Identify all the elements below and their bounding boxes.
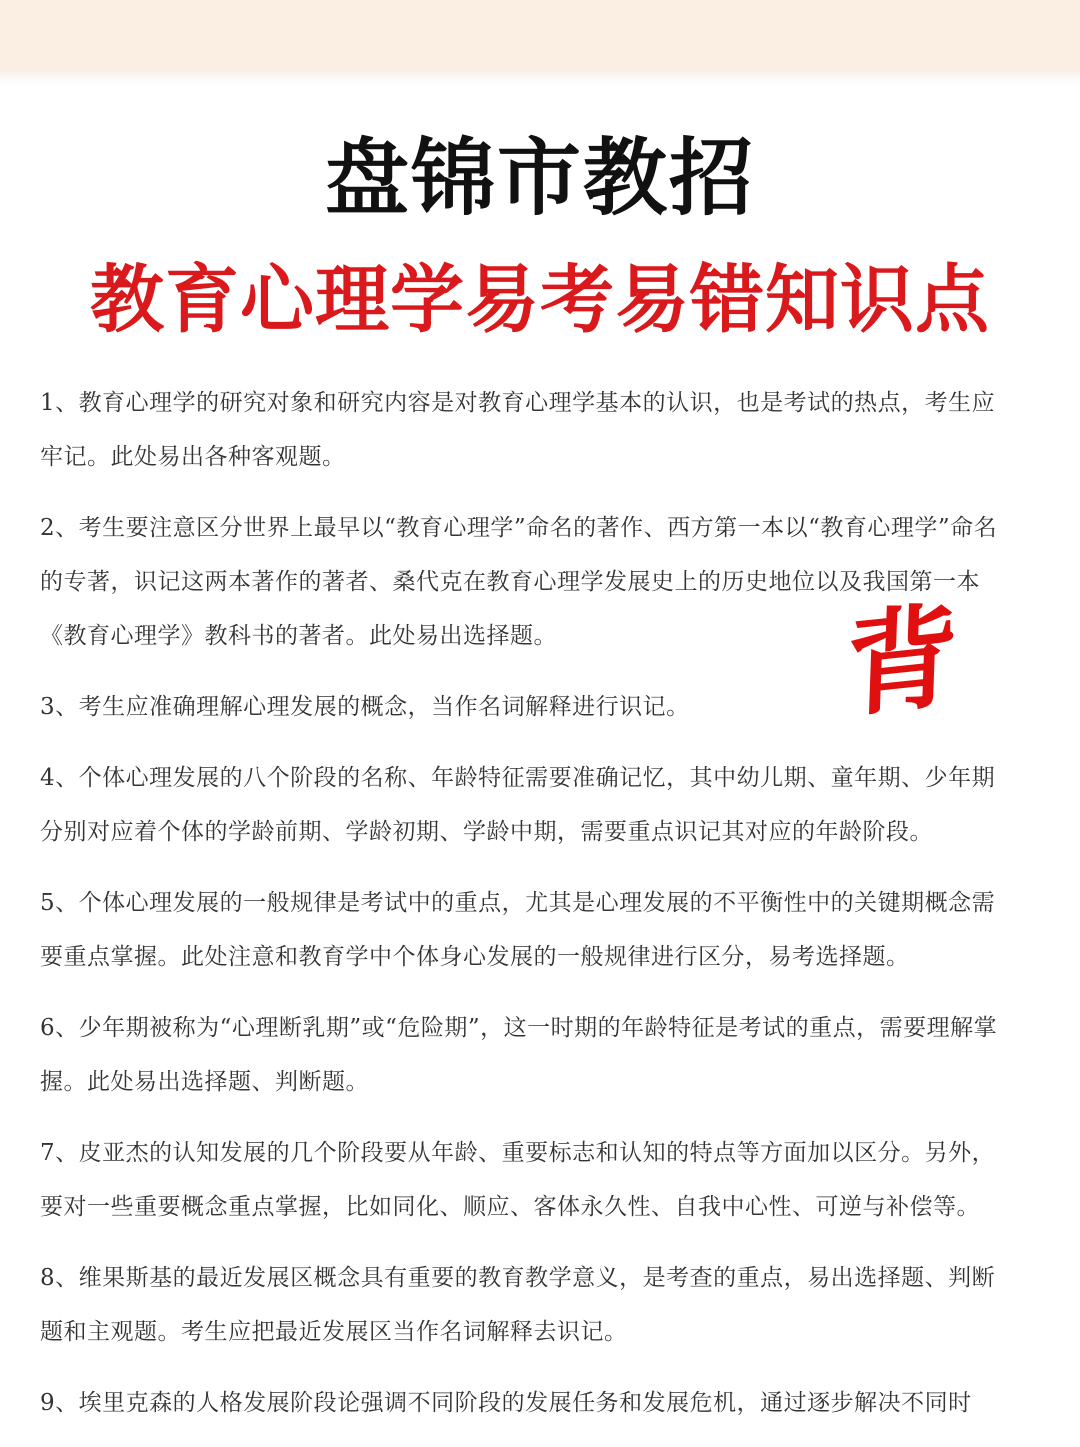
knowledge-point-list: [40, 376, 1000, 1447]
knowledge-point-3: 3、考生应准确理解心理发展的概念，当作名词解释进行识记。: [40, 694, 690, 720]
knowledge-point-5: 5、个体心理发展的一般规律是考试中的重点，尤其是心理发展的不平衡性中的关键期概念需要重点掌握。此处注意和教育学中个体身心发展的一般规律进行区分，易考选择题。: [40, 890, 996, 970]
top-header-band: [0, 0, 1080, 72]
page-subtitle: 教育心理学易考易错知识点: [90, 257, 990, 343]
header-divider: [0, 72, 1080, 86]
knowledge-point-8: 8、维果斯基的最近发展区概念具有重要的教育教学意义，是考查的重点，易出选择题、判断题和主观题。考生应把最近发展区当作名词解释去识记。: [40, 1265, 996, 1345]
knowledge-point-2: 2、考生要注意区分世界上最早以“教育心理学”命名的著作、西方第一本以“教育心理学”命名的专著，识记这两本著作的著者、桑代克在教育心理学发展史上的历史地位以及我国第一本《教育心理学》教科书的著者。此处易出选择题。: [40, 515, 998, 649]
knowledge-point-9: 9、埃里克森的人格发展阶段论强调不同阶段的发展任务和发展危机，通过逐步解决不同时: [40, 1390, 972, 1416]
knowledge-point-6: 6、少年期被称为“心理断乳期”或“危险期”，这一时期的年龄特征是考试的重点，需要理解掌握。此处易出选择题、判断题。: [40, 1015, 998, 1095]
knowledge-point-1: 1、教育心理学的研究对象和研究内容是对教育心理学基本的认识，也是考试的热点，考生应牢记。此处易出各种客观题。: [40, 390, 996, 470]
knowledge-point-7: 7、皮亚杰的认知发展的几个阶段要从年龄、重要标志和认知的特点等方面加以区分。另外，要对一些重要概念重点掌握，比如同化、顺应、客体永久性、自我中心性、可逆与补偿等。: [40, 1140, 996, 1220]
recite-stamp: 背: [844, 590, 960, 734]
page-title: 盘锦市教招: [324, 129, 755, 227]
knowledge-point-4: 4、个体心理发展的八个阶段的名称、年龄特征需要准确记忆，其中幼儿期、童年期、少年期分别对应着个体的学龄前期、学龄初期、学龄中期，需要重点识记其对应的年龄阶段。: [40, 765, 996, 845]
